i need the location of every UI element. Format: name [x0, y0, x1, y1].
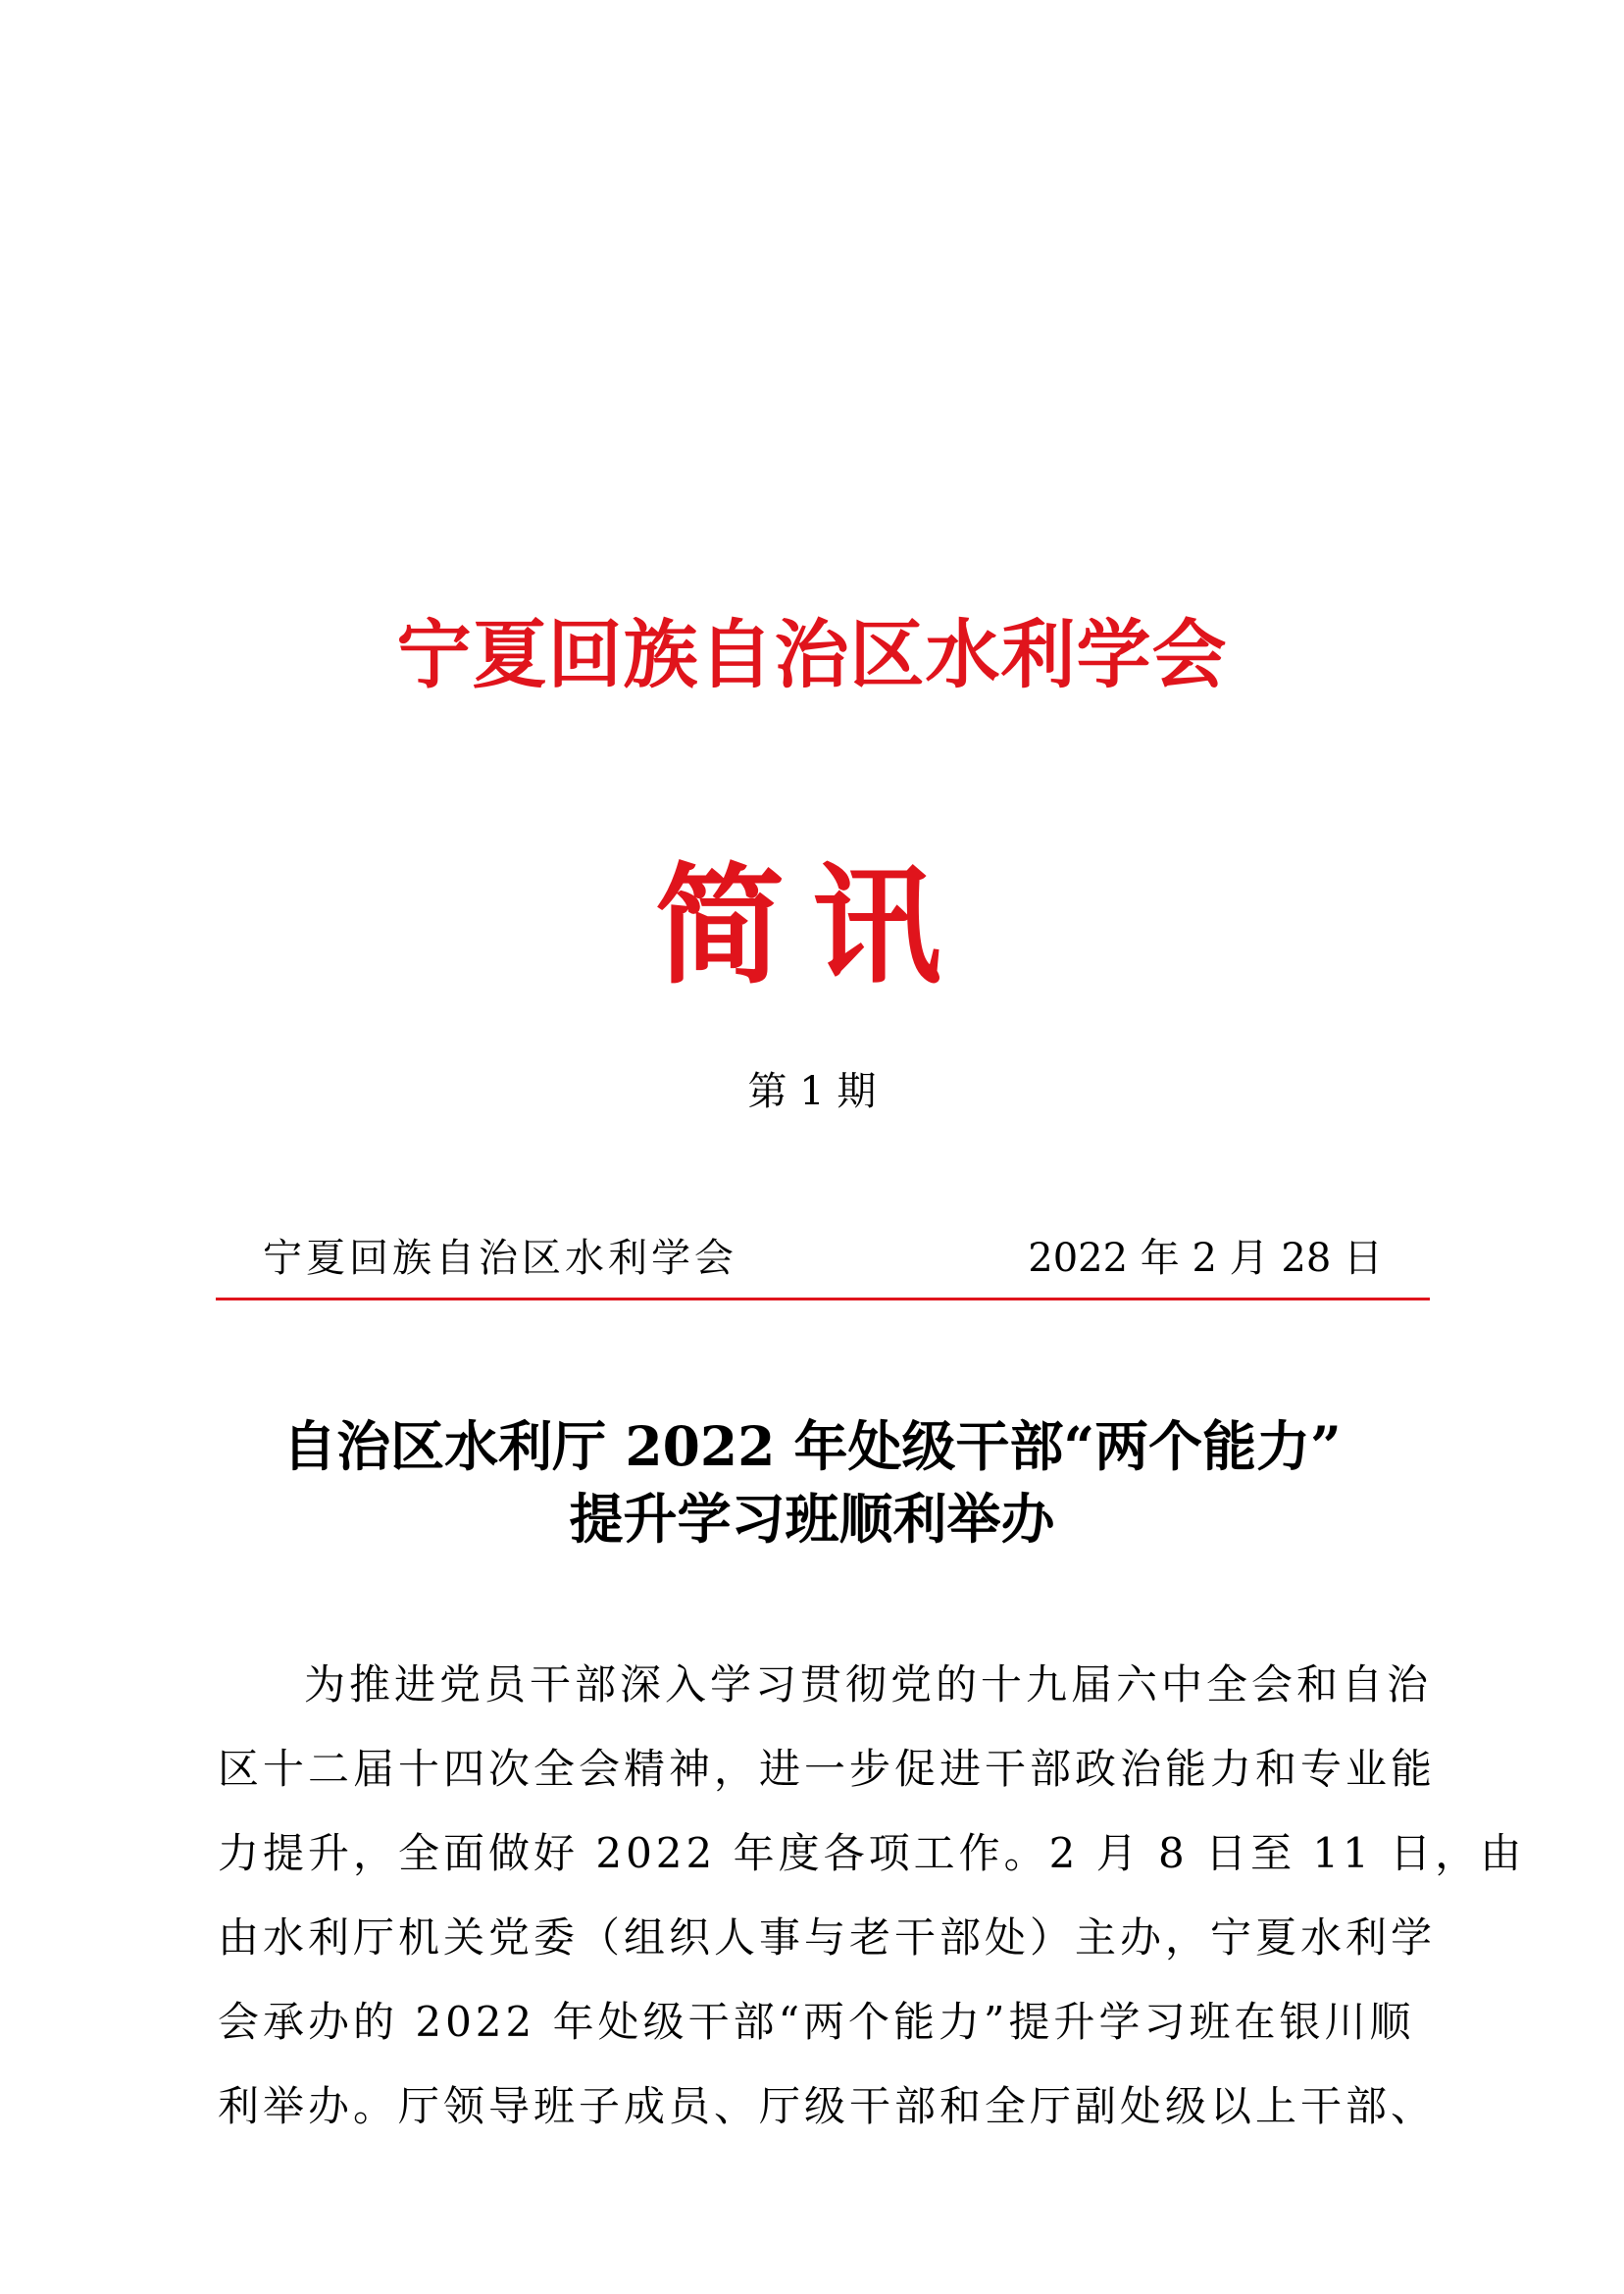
- body-line: 为推进党员干部深入学习贯彻党的十九届六中全会和自治: [304, 1660, 1433, 1708]
- red-divider: [216, 1298, 1430, 1300]
- publish-date: 2022 年 2 月 28 日: [1028, 1236, 1383, 1281]
- article-body: [218, 1643, 1526, 2149]
- body-line: 会承办的 2022 年处级干部“两个能力”提升学习班在银川顺: [218, 1998, 1415, 2046]
- issue-number: 第 1 期: [747, 1069, 877, 1114]
- body-line: 由水利厅机关党委（组织人事与老干部处）主办，宁夏水利学: [218, 1913, 1437, 1962]
- body-line: 力提升，全面做好 2022 年度各项工作。2 月 8 日至 11 日，由: [218, 1829, 1526, 1877]
- document-type-title: 简讯: [655, 850, 969, 1002]
- org-title: 宁夏回族自治区水利学会: [396, 611, 1228, 698]
- body-line: 区十二届十四次全会精神，进一步促进干部政治能力和专业能: [218, 1745, 1437, 1793]
- article-title: [0, 1410, 1624, 1555]
- article-title-line: 提升学习班顺利举办: [569, 1487, 1055, 1551]
- publisher-name: 宁夏回族自治区水利学会: [263, 1236, 737, 1281]
- body-line: 利举办。厅领导班子成员、厅级干部和全厅副处级以上干部、: [218, 2082, 1437, 2130]
- article-title-line: 自治区水利厅 2022 年处级干部“两个能力”: [282, 1414, 1342, 1478]
